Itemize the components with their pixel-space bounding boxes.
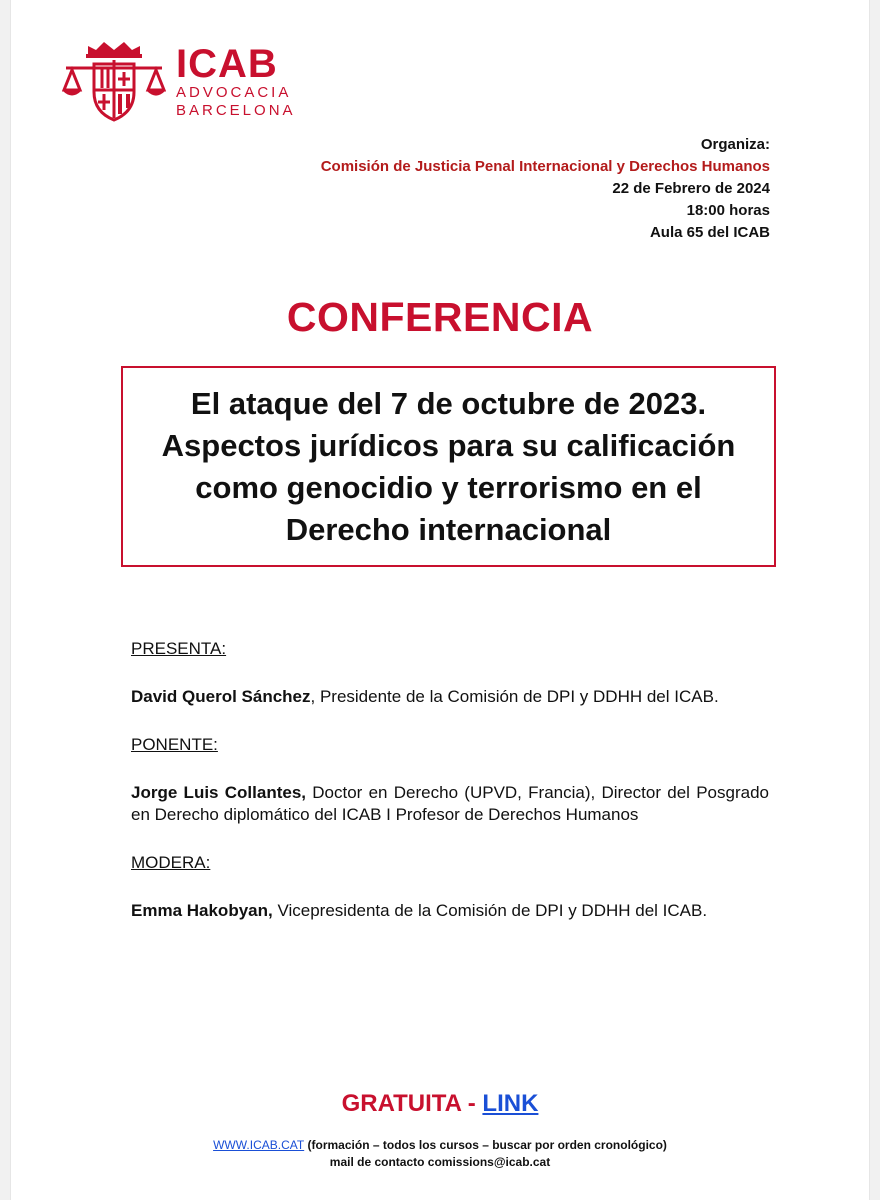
title-line: Derecho internacional bbox=[285, 511, 612, 547]
speakers-section bbox=[131, 638, 769, 922]
website-link[interactable]: WWW.ICAB.CAT bbox=[213, 1138, 305, 1152]
registration-link[interactable]: LINK bbox=[482, 1090, 539, 1117]
event-place: Aula 65 del ICAB bbox=[649, 224, 770, 241]
title-line: El ataque del 7 de octubre de 2023. bbox=[190, 385, 707, 421]
logo-subtitle-barcelona: BARCELONA bbox=[176, 102, 296, 119]
speaker-label: PONENTE: bbox=[131, 735, 218, 754]
speaker-info bbox=[131, 782, 769, 826]
speaker-name: Jorge Luis Collantes, bbox=[131, 783, 307, 802]
page-edge-right bbox=[869, 0, 880, 1200]
organizer-committee: Comisión de Justicia Penal Internacional y Derechos Humanos bbox=[320, 158, 770, 175]
conference-title-box bbox=[121, 366, 776, 567]
presenter-name: David Querol Sánchez bbox=[131, 687, 311, 706]
organiza-label: Organiza: bbox=[700, 136, 770, 153]
contact-email: mail de contacto comissions@icab.cat bbox=[329, 1155, 551, 1169]
free-entry-line bbox=[0, 1090, 880, 1118]
presenter-description: , Presidente de la Comisión de DPI y DDHH del ICAB. bbox=[310, 687, 719, 706]
organizer-block bbox=[321, 134, 770, 244]
footer-note bbox=[0, 1137, 880, 1171]
moderator-info bbox=[131, 900, 769, 922]
logo-subtitle-advocacia: ADVOCACIA bbox=[176, 84, 292, 101]
moderator-label: MODERA: bbox=[131, 853, 211, 872]
icab-logo bbox=[62, 38, 296, 122]
website-note: (formación – todos los cursos – buscar por orden cronológico) bbox=[304, 1138, 667, 1152]
title-line: Aspectos jurídicos para su calificación bbox=[161, 427, 736, 463]
speaker-description: Doctor en Derecho (UPVD, Francia), Director del Posgrado en Derecho diplomático del ICAB I Profesor de Derechos Humanos bbox=[131, 783, 769, 824]
moderator-description: Vicepresidenta de la Comisión de DPI y DDHH del ICAB. bbox=[272, 901, 708, 920]
page-edge-left bbox=[0, 0, 11, 1200]
event-date: 22 de Febrero de 2024 bbox=[612, 180, 770, 197]
title-line: como genocidio y terrorismo en el bbox=[195, 469, 702, 505]
icab-crest-icon bbox=[62, 38, 166, 122]
logo-title: ICAB bbox=[176, 42, 278, 86]
moderator-name: Emma Hakobyan, bbox=[131, 901, 273, 920]
presenter-label: PRESENTA: bbox=[131, 639, 227, 658]
event-time: 18:00 horas bbox=[686, 202, 770, 219]
presenter-info bbox=[131, 686, 769, 708]
free-entry-text: GRATUITA - bbox=[341, 1090, 483, 1117]
conference-heading: CONFERENCIA bbox=[286, 294, 594, 340]
